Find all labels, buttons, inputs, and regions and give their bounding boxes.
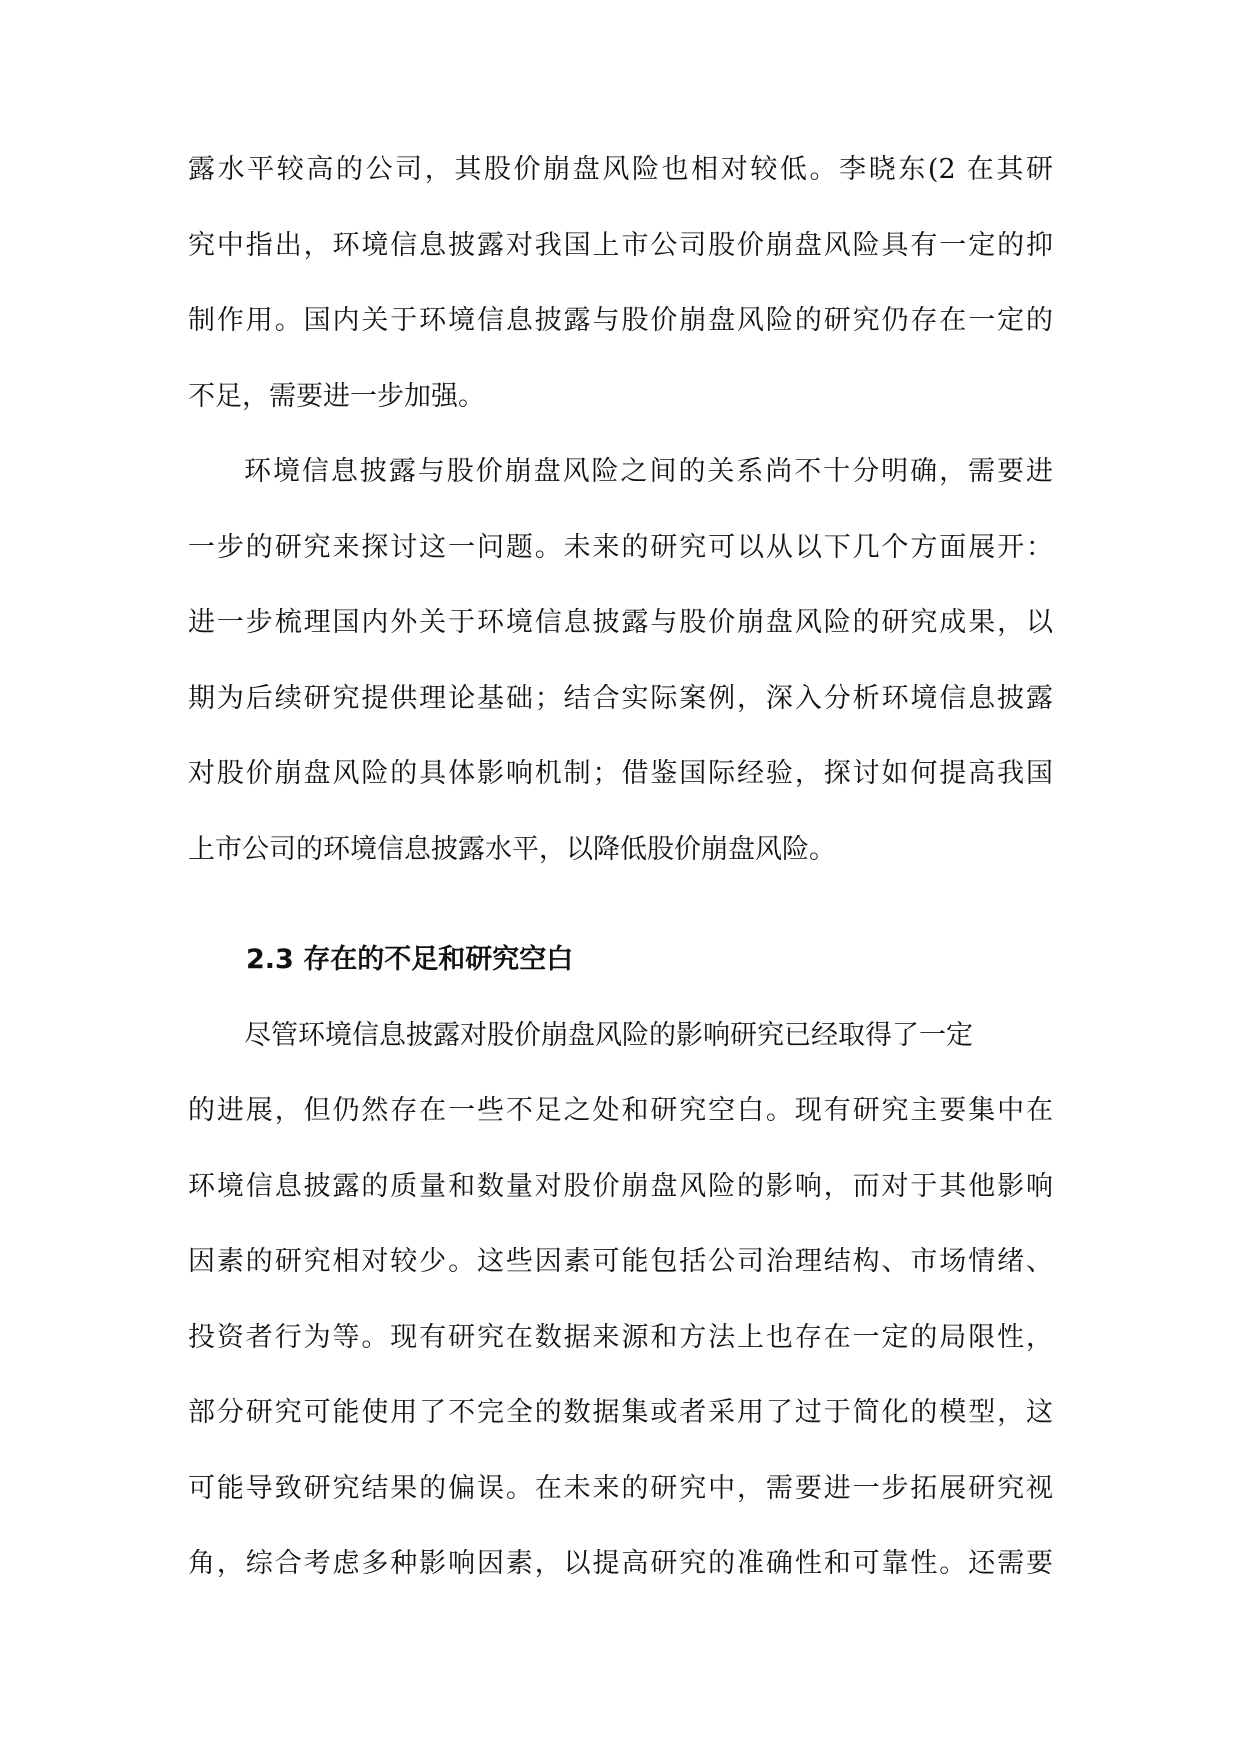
text-line: 因素的研究相对较少。这些因素可能包括公司治理结构、市场情绪、 [188,1246,1053,1277]
paragraph-3 [188,998,1053,1602]
paragraph-2 [188,434,1053,887]
text-line: 进一步梳理国内外关于环境信息披露与股价崩盘风险的研究成果，以 [188,607,1053,638]
text-line: 究中指出，环境信息披露对我国上市公司股价崩盘风险具有一定的抑 [188,229,1053,261]
text-line: 环境信息披露的质量和数量对股价崩盘风险的影响，而对于其他影响 [188,1170,1053,1202]
paragraph-1 [188,132,1053,434]
text-line: 的进展，但仍然存在一些不足之处和研究空白。现有研究主要集中在 [188,1095,1053,1126]
text-line: 投资者行为等。现有研究在数据来源和方法上也存在一定的局限性， [188,1321,1053,1353]
text-line: 部分研究可能使用了不完全的数据集或者采用了过于简化的模型，这 [188,1397,1053,1428]
text-line: 不足，需要进一步加强。 [188,380,485,412]
text-line: 制作用。国内关于环境信息披露与股价崩盘风险的研究仍存在一定的 [188,305,1053,336]
text-line: 露水平较高的公司，其股价崩盘风险也相对较低。李晓东(2 在其研 [188,154,1053,185]
text-line: 环境信息披露与股价崩盘风险之间的关系尚不十分明确，需要进 [244,456,1053,487]
text-line: 可能导致研究结果的偏误。在未来的研究中，需要进一步拓展研究视 [188,1472,1053,1504]
section-heading: 2.3 存在的不足和研究空白 [246,944,574,975]
text-line: 上市公司的环境信息披露水平，以降低股价崩盘风险。 [188,833,836,865]
text-line: 尽管环境信息披露对股价崩盘风险的影响研究已经取得了一定 [244,1019,973,1051]
document-body [188,132,1053,1602]
text-line: 对股价崩盘风险的具体影响机制；借鉴国际经验，探讨如何提高我国 [188,758,1053,789]
text-line: 一步的研究来探讨这一问题。未来的研究可以从以下几个方面展开： [188,531,1053,563]
text-line: 期为后续研究提供理论基础；结合实际案例，深入分析环境信息披露 [188,682,1053,714]
text-line: 角，综合考虑多种影响因素，以提高研究的准确性和可靠性。还需要 [188,1548,1053,1579]
